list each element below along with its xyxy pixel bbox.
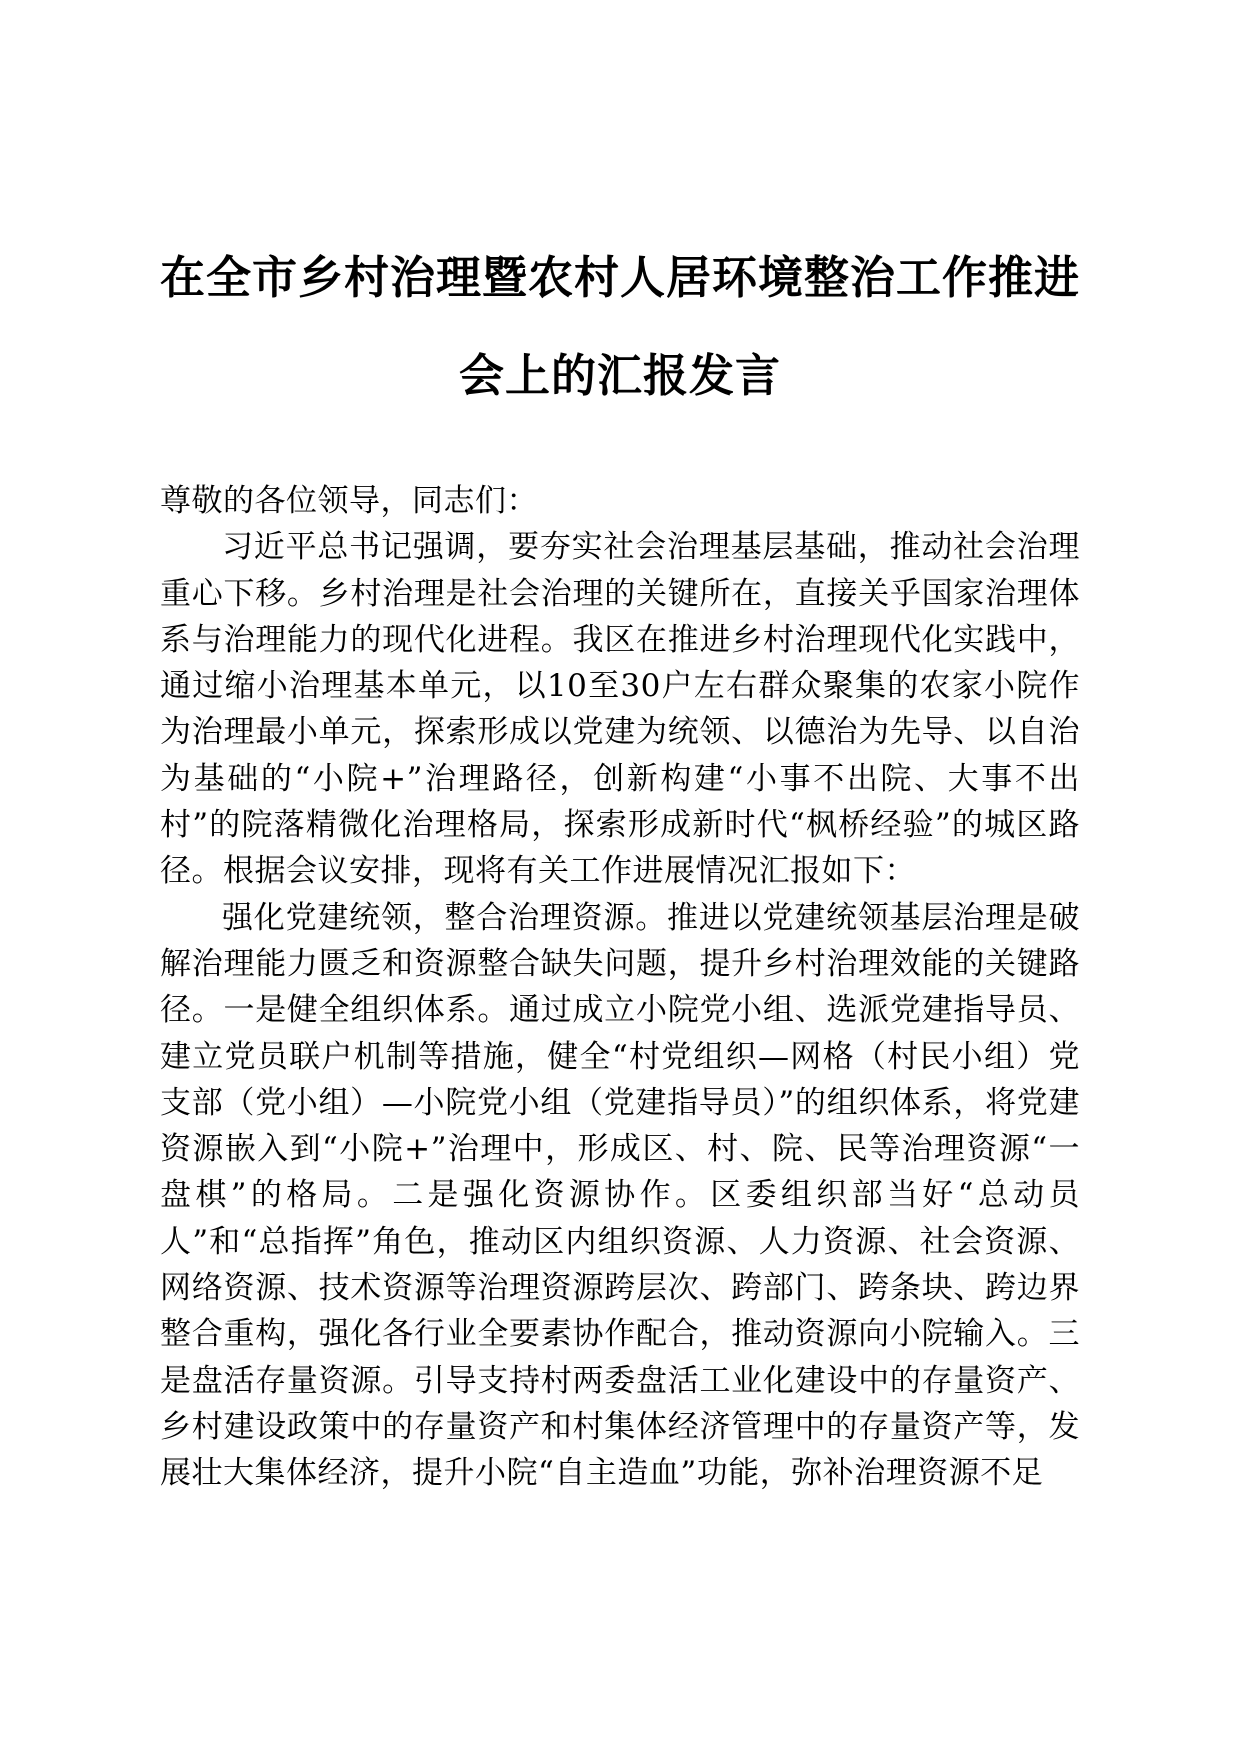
document-title-line-2: 会上的汇报发言	[458, 349, 781, 402]
document-title-line-1: 在全市乡村治理暨农村人居环境整治工作推进	[159, 251, 1080, 304]
document-body	[160, 478, 1080, 1497]
paragraph-intro: 习近平总书记强调，要夯实社会治理基层基础，推动社会治理重心下移。乡村治理是社会治理的关键所在，直接关乎国家治理体系与治理能力的现代化进程。我区在推进乡村治理现代化实践中，通过缩小治理基本单元，以10至30户左右群众聚集的农家小院作为治理最小单元，探索形成以党建为统领、以德治为先导、以自治为基础的“小院+”治理路径，创新构建“小事不出院、大事不出村”的院落精微化治理格局，探索形成新时代“枫桥经验”的城区路径。根据会议安排，现将有关工作进展情况汇报如下：	[160, 529, 1080, 890]
paragraph-party-building: 强化党建统领，整合治理资源。推进以党建统领基层治理是破解治理能力匮乏和资源整合缺失问题，提升乡村治理效能的关键路径。一是健全组织体系。通过成立小院党小组、选派党建指导员、建立党员联户机制等措施，健全“村党组织—网格（村民小组）党支部（党小组）—小院党小组（党建指导员）”的组织体系，将党建资源嵌入到“小院+”治理中，形成区、村、院、民等治理资源“一盘棋”的格局。二是强化资源协作。区委组织部当好“总动员人”和“总指挥”角色，推动区内组织资源、人力资源、社会资源、网络资源、技术资源等治理资源跨层次、跨部门、跨条块、跨边界整合重构，强化各行业全要素协作配合，推动资源向小院输入。三是盘活存量资源。引导支持村两委盘活工业化建设中的存量资产、乡村建设政策中的存量资产和村集体经济管理中的存量资产等，发展壮大集体经济，提升小院“自主造血”功能，弥补治理资源不足	[160, 899, 1080, 1492]
salutation: 尊敬的各位领导，同志们：	[160, 483, 538, 519]
